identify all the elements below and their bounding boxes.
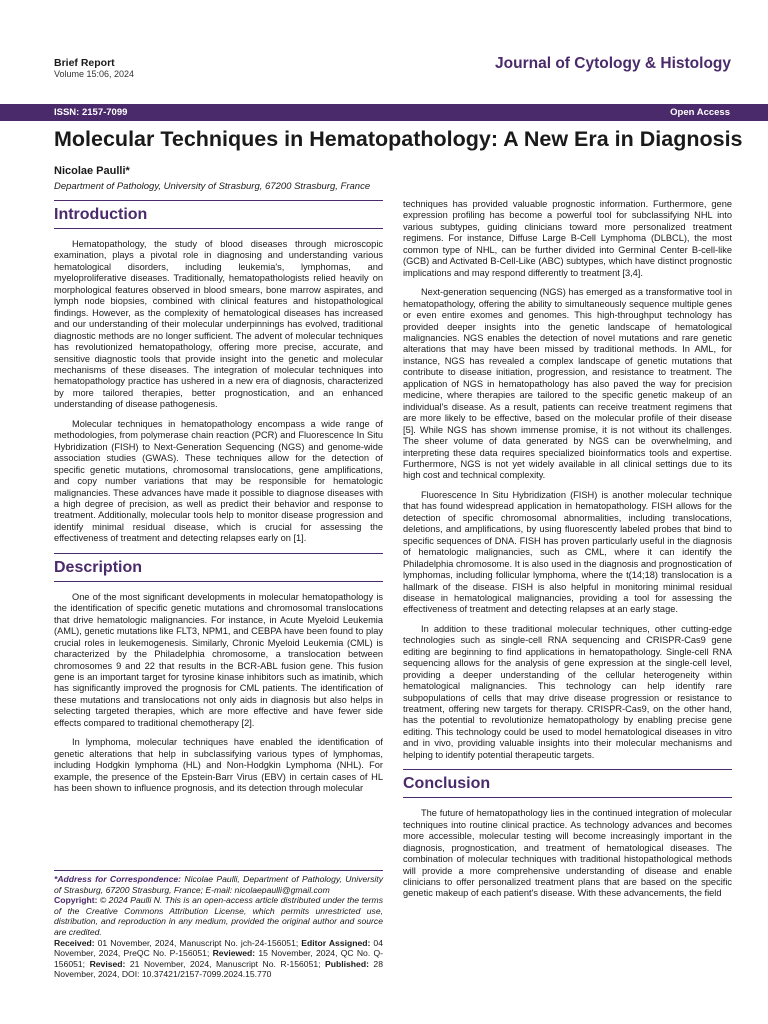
section-rule <box>54 553 383 554</box>
article-type-block <box>54 57 134 80</box>
issn-bar <box>0 104 768 121</box>
section-rule <box>403 797 732 798</box>
copyright-label: Copyright: <box>54 895 98 906</box>
published-info: 28 November, 2024, DOI: 10.37421/2157-7099.2024.15.770 <box>54 958 383 980</box>
description-paragraph-3: techniques has provided valuable prognostic information. Furthermore, gene expression profiling has become a powerful tool for subclassifying NHL into various subtypes, guiding clinicians toward more personalized treatment regimens. For instance, Diffuse Large B-Cell Lymphoma (DLBCL), the most common type of NHL, can be further divided into Germinal Center B-cell-like (GCB) and Activated B-Cell-Like (ABC) subtypes, which have distinct prognostic implications and may respond differently to treatment [3,4]. <box>403 199 732 278</box>
report-type: Brief Report <box>54 57 115 69</box>
section-rule <box>54 228 383 229</box>
journal-name: Journal of Cytology & Histology <box>495 55 731 72</box>
article-title: Molecular Techniques in Hematopathology: A New Era in Diagnosis <box>54 127 743 151</box>
author-name: Nicolae Paulli* <box>54 165 130 177</box>
right-column <box>403 199 732 908</box>
left-column <box>54 200 383 802</box>
revised-label: Revised: <box>85 958 126 969</box>
correspondence-label: *Address for Correspondence: <box>54 874 182 884</box>
editor-assigned-label: Editor Assigned: <box>298 937 371 948</box>
description-paragraph-1: One of the most significant developments in molecular hematopathology is the identification of specific genetic mutations and chromosomal translocations that drive hematologic malignancies. For instance, in Acute Myeloid Leukemia (AML), genetic mutations like FLT3, NPM1, and CEBPA have been found to play crucial roles in leukemogenesis. Similarly, Chronic Myeloid Leukemia (CML) is characterized by the Philadelphia chromosome, a translocation between chromosomes 9 and 22 that results in the BCR-ABL fusion gene. This fusion gene is an important target for tyrosine kinase inhibitors such as imatinib, which has significantly improved the prognosis for CML patients. The identification of these mutations and translocations not only aids in diagnosis but also helps in selecting targeted therapies, which are more effective and have fewer side effects compared to traditional chemotherapy [2]. <box>54 591 383 728</box>
description-heading: Description <box>54 558 143 576</box>
description-paragraph-5: Fluorescence In Situ Hybridization (FISH) is another molecular technique that has found widespread application in hematopathology. FISH allows for the detection of specific chromosomal abnormalities, including translocations, deletions, and amplifications, by using fluorescently labeled probes that bind to specific sequences of DNA. FISH has proven particularly useful in the diagnosis of hematologic malignancies, such as CML, where it can identify the Philadelphia chromosome. It is also used in the diagnosis and prognostication of lymphomas, including follicular lymphoma, where the t(14;18) translocation is a hallmark of the disease. FISH is also helpful in monitoring minimal residual disease in hematological malignancies, providing a tool for assessing the effectiveness of treatment and detecting relapses at an early stage. <box>403 489 732 615</box>
section-rule <box>54 581 383 582</box>
introduction-paragraph-1: Hematopathology, the study of blood diseases through microscopic examination, plays a pivotal role in diagnosing and understanding various hematological disorders, including leukemia's, lymphomas, and myeloproliferative diseases. Traditionally, hematopathologists relied heavily on morphological features observed in blood smears, bone marrow aspirates, and lymph node biopsies, combined with clinical features and histopathological findings. However, as the complexity of hematological diseases has increased and our understanding of their molecular underpinnings has evolved, traditional diagnostic methods are no longer sufficient. The advent of molecular techniques has revolutionized hematopathology, offering more precise, accurate, and sensitive diagnostic tools that provide insight into the genetic and molecular mechanisms of these diseases. The integration of molecular techniques into hematopathology practice has ushered in a new era of diagnosis, characterized by more tailored therapies, better prognostication, and an enhanced understanding of disease pathogenesis. <box>54 239 383 410</box>
received-date: 01 November, 2024, Manuscript No. jch-24-156051; <box>94 937 299 948</box>
description-paragraph-6: In addition to these traditional molecular techniques, other cutting-edge technologies such as single-cell RNA sequencing and CRISPR-Cas9 gene editing are beginning to find applications in hematopathology. Single-cell RNA sequencing allows for the analysis of gene expression at the single-cell level, providing a deeper understanding of the cellular heterogeneity within hematological malignancies. This technology can help identify rare subpopulations of cells that may drive disease progression or resistance to treatment, offering new targets for therapy. CRISPR-Cas9, on the other hand, has the potential to revolutionize hematopathology by enabling precise gene editing. This technology could be used to model hematological diseases in vitro and in vivo, providing valuable insights into their molecular mechanisms and helping to identify potential therapeutic targets. <box>403 623 732 760</box>
open-access-label: Open Access <box>670 107 730 118</box>
description-paragraph-2: In lymphoma, molecular techniques have enabled the identification of genetic alterations that help in subclassifying various types of lymphomas, including Hodgkin lymphoma (HL) and Non-Hodgkin Lymphoma (NHL). For example, the presence of the Epstein-Barr Virus (EBV) in certain cases of HL has been shown to influence prognosis, and its detection through molecular <box>54 737 383 794</box>
issn: ISSN: 2157-7099 <box>54 107 128 118</box>
reviewed-label: Reviewed: <box>209 948 256 959</box>
author-affiliation: Department of Pathology, University of Strasburg, 67200 Strasburg, France <box>54 181 371 192</box>
introduction-heading: Introduction <box>54 206 148 223</box>
volume-info: Volume 15:06, 2024 <box>54 69 135 79</box>
editor-assigned-date: 04 November, 2024, PreQC No. P-156051; <box>54 937 383 959</box>
published-label: Published: <box>320 958 369 969</box>
correspondence-text: Nicolae Paulli, Department of Pathology, University of Strasburg, 67200 Strasburg, France; E-mail: nicolaepaulli@gmail.com <box>54 874 383 895</box>
conclusion-paragraph-1: The future of hematopathology lies in the continued integration of molecular techniques into routine clinical practice. As technology advances and becomes more accessible, molecular testing will become increasingly important in the diagnosis, prognostication, and treatment of hematological diseases. The combination of molecular techniques with traditional histopathological methods will provide a more comprehensive understanding of disease and enable clinicians to offer personalized treatment plans that are based on the specific genetic makeup of each patient's disease. With these advancements, the field <box>403 808 732 899</box>
section-rule <box>403 769 732 770</box>
section-rule <box>54 200 383 201</box>
introduction-paragraph-2: Molecular techniques in hematopathology encompass a wide range of methodologies, from polymerase chain reaction (PCR) and Fluorescence In Situ Hybridization (FISH) to Next-Generation Sequencing (NGS) and genome-wide association studies (GWAS). These techniques allow for the detection of specific genetic mutations, chromosomal translocations, gene amplifications, and copy number variations that may be responsible for hematologic malignancies. These advances have made it possible to diagnose diseases with a high degree of precision, as well as predict their behavior and response to treatment. Additionally, molecular tools help to monitor disease progression and identify minimal residual disease, which is crucial for assessing the effectiveness of treatment and detecting relapses early on [1]. <box>54 418 383 544</box>
description-paragraph-4: Next-generation sequencing (NGS) has emerged as a transformative tool in hematopathology, offering the ability to simultaneously sequence multiple genes or even entire exomes and genomes. This high-throughput technology has provided deeper insights into the genetic landscape of hematological malignancies. NGS enables the detection of novel mutations and rare genetic alterations that may have been missed by traditional methods. In AML, for instance, NGS has revealed a complex landscape of genetic mutations that contribute to disease initiation, progression, and resistance to treatment. The application of NGS in hematopathology has also paved the way for precision medicine, where therapies are tailored to the specific genetic makeup of an individual's disease. As a result, patients can receive treatment regimens that are more likely to be effective, based on the molecular profile of their disease [5]. While NGS has shown immense promise, it is not without its challenges. The sheer volume of data generated by NGS can be overwhelming, and interpreting these data requires specialized bioinformatics tools and expertise. Furthermore, NGS is not yet widely available in all clinical settings due to its high cost and technical complexity. <box>403 287 732 481</box>
received-label: Received: <box>54 937 95 948</box>
reviewed-date: 15 November, 2024, QC No. Q-156051; <box>54 948 384 969</box>
revised-date: 21 November, 2024, Manuscript No. R-156051; <box>125 958 321 969</box>
copyright-text: © 2024 Paulli N. This is an open-access article distributed under the terms of the Creative Commons Attribution License, which permits unrestricted use, distribution, and reproduction in any medium, provided the original author and source are credited. <box>54 895 383 937</box>
conclusion-heading: Conclusion <box>403 775 491 793</box>
correspondence-footnote <box>54 870 383 980</box>
